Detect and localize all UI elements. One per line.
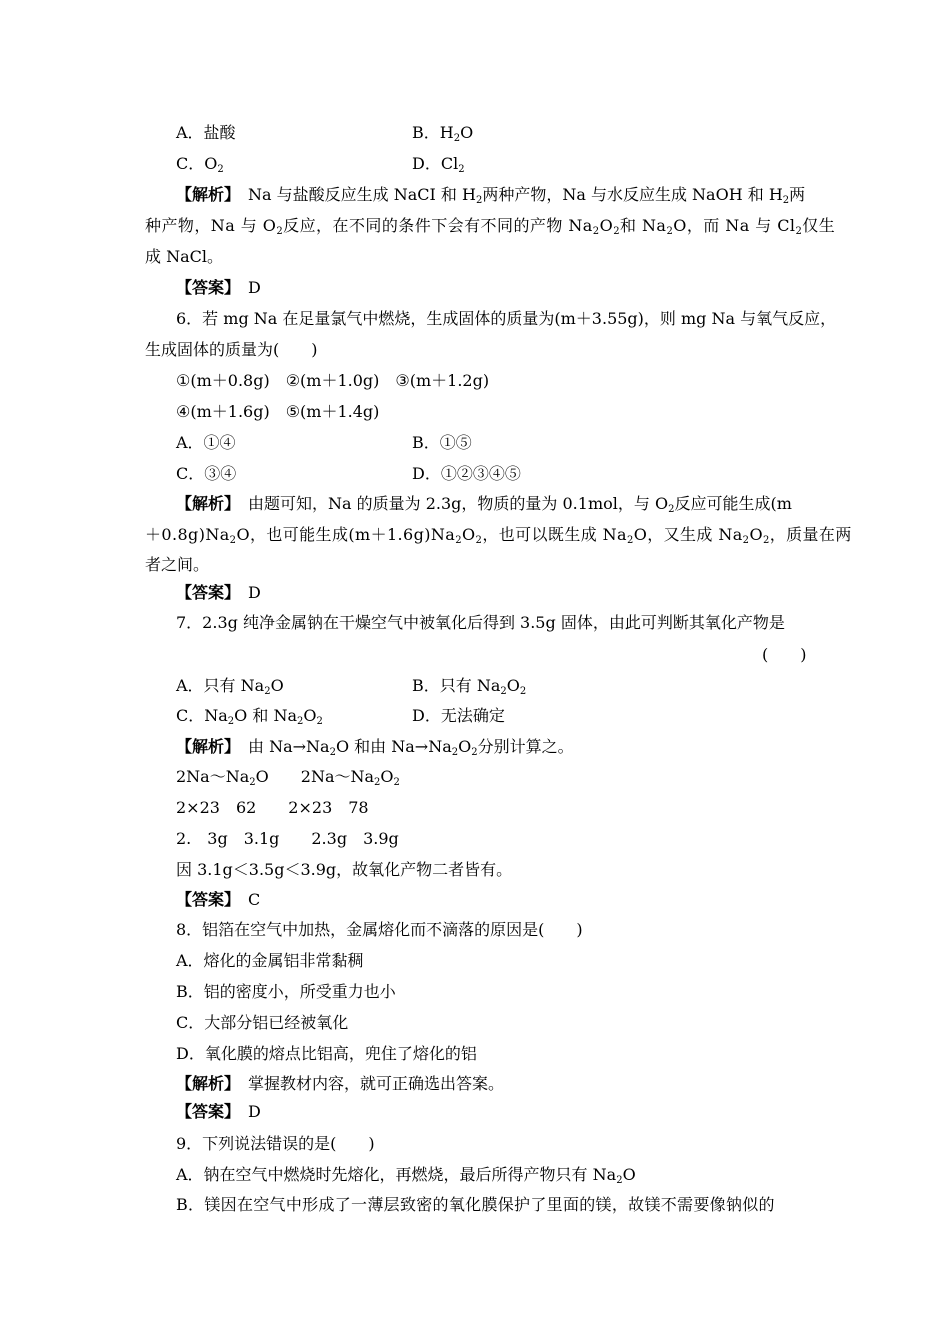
q9-option-b: B．镁因在空气中形成了一薄层致密的氧化膜保护了里面的镁，故镁不需要像钠似的 bbox=[176, 1195, 775, 1214]
q8-option-a: A．熔化的金属铝非常黏稠 bbox=[176, 951, 364, 970]
q5-analysis-line1: 【解析】 Na 与盐酸反应生成 NaCI 和 $H_2$两种产物，Na 与水反应生成 NaOH 和 $H_2$两 bbox=[176, 185, 806, 206]
q6-option-a: A．①④ bbox=[176, 433, 236, 452]
q8-option-c: C．大部分铝已经被氧化 bbox=[176, 1013, 349, 1032]
q6-option-d: D．①②③④⑤ bbox=[412, 464, 521, 483]
q9-stem: 9．下列说法错误的是( ) bbox=[176, 1134, 375, 1153]
q5-analysis-line3: 成 NaCl。 bbox=[145, 247, 223, 266]
q7-option-b: B．只有 $Na_2O_2$ bbox=[412, 676, 527, 697]
q8-answer: 【答案】 D bbox=[176, 1102, 261, 1121]
q8-option-d: D．氧化膜的熔点比铝高，兜住了熔化的铝 bbox=[176, 1044, 477, 1063]
q5-option-a: A．盐酸 bbox=[176, 123, 236, 142]
q7-analysis-line1: 【解析】 由 $Na\to Na_2O$ 和由 $Na\to Na_2O_2$分别计算之。 bbox=[176, 737, 574, 758]
q5-answer: 【答案】 D bbox=[176, 278, 261, 297]
q7-option-d: D．无法确定 bbox=[412, 706, 505, 725]
q5-option-c: C．$O_2$ bbox=[176, 154, 224, 175]
q6-option-c: C．③④ bbox=[176, 464, 237, 483]
q7-calc-line2: 2×23 62 2×23 78 bbox=[176, 798, 369, 817]
q6-choices-line1: ①(m＋0.8g) ②(m＋1.0g) ③(m＋1.2g) bbox=[176, 371, 490, 390]
q7-option-c: C．$Na_2O$ 和 $Na_2O_2$ bbox=[176, 706, 323, 727]
q5-option-b: B．$H_2O$ bbox=[412, 123, 474, 144]
q7-answer: 【答案】 C bbox=[176, 890, 261, 909]
q7-calc-conclusion: 因 3.1g＜3.5g＜3.9g，故氧化产物二者皆有。 bbox=[176, 860, 513, 879]
q6-choices-line2: ④(m＋1.6g) ⑤(m＋1.4g) bbox=[176, 402, 380, 421]
q6-analysis-line1: 【解析】 由题可知，Na 的质量为 2.3g，物质的量为 0.1mol，与 $O_2$反应可能生成(m bbox=[176, 494, 792, 515]
q6-analysis-line2: $+0.8g)Na_2O$，也可能生成$(m+1.6g)Na_2O_2$，也可以既生成 $Na_2O$，又生成 $Na_2O_2$，质量在两 bbox=[145, 525, 852, 546]
q7-stem-line1: 7．2.3g 纯净金属钠在干燥空气中被氧化后得到 3.5g 固体，由此可判断其氧化产物是 bbox=[176, 613, 785, 632]
q7-calc-line1: $2Na\sim Na_2O$ $2Na\sim Na_2O_2$ bbox=[176, 767, 400, 788]
q8-stem: 8．铝箔在空气中加热，金属熔化而不滴落的原因是( ) bbox=[176, 920, 583, 939]
q8-analysis: 【解析】 掌握教材内容，就可正确选出答案。 bbox=[176, 1074, 505, 1093]
q5-option-d: D．$Cl_2$ bbox=[412, 154, 465, 175]
q8-option-b: B．铝的密度小，所受重力也小 bbox=[176, 982, 396, 1001]
q6-analysis-line3: 者之间。 bbox=[145, 555, 210, 574]
q9-option-a: A．钠在空气中燃烧时先熔化，再燃烧，最后所得产物只有 $Na_2O$ bbox=[176, 1165, 636, 1186]
q7-calc-line3: 2. 3g 3.1g 2.3g 3.9g bbox=[176, 829, 399, 848]
q6-stem-line1: 6．若 mg Na 在足量氯气中燃烧，生成固体的质量为(m＋3.55g)，则 mg Na 与氧气反应， bbox=[176, 309, 837, 328]
q6-stem-line2: 生成固体的质量为( ) bbox=[145, 340, 318, 359]
q6-answer: 【答案】 D bbox=[176, 583, 261, 602]
q7-answer-bracket: ( ) bbox=[762, 645, 807, 664]
q5-analysis-line2: 种产物，Na 与 $O_2$反应，在不同的条件下会有不同的产物 $Na_2O_2$和 $Na_2O$，而 Na 与 $Cl_2$仅生 bbox=[145, 216, 836, 237]
q7-option-a: A．只有 $Na_2O$ bbox=[176, 676, 284, 697]
q6-option-b: B．①⑤ bbox=[412, 433, 472, 452]
